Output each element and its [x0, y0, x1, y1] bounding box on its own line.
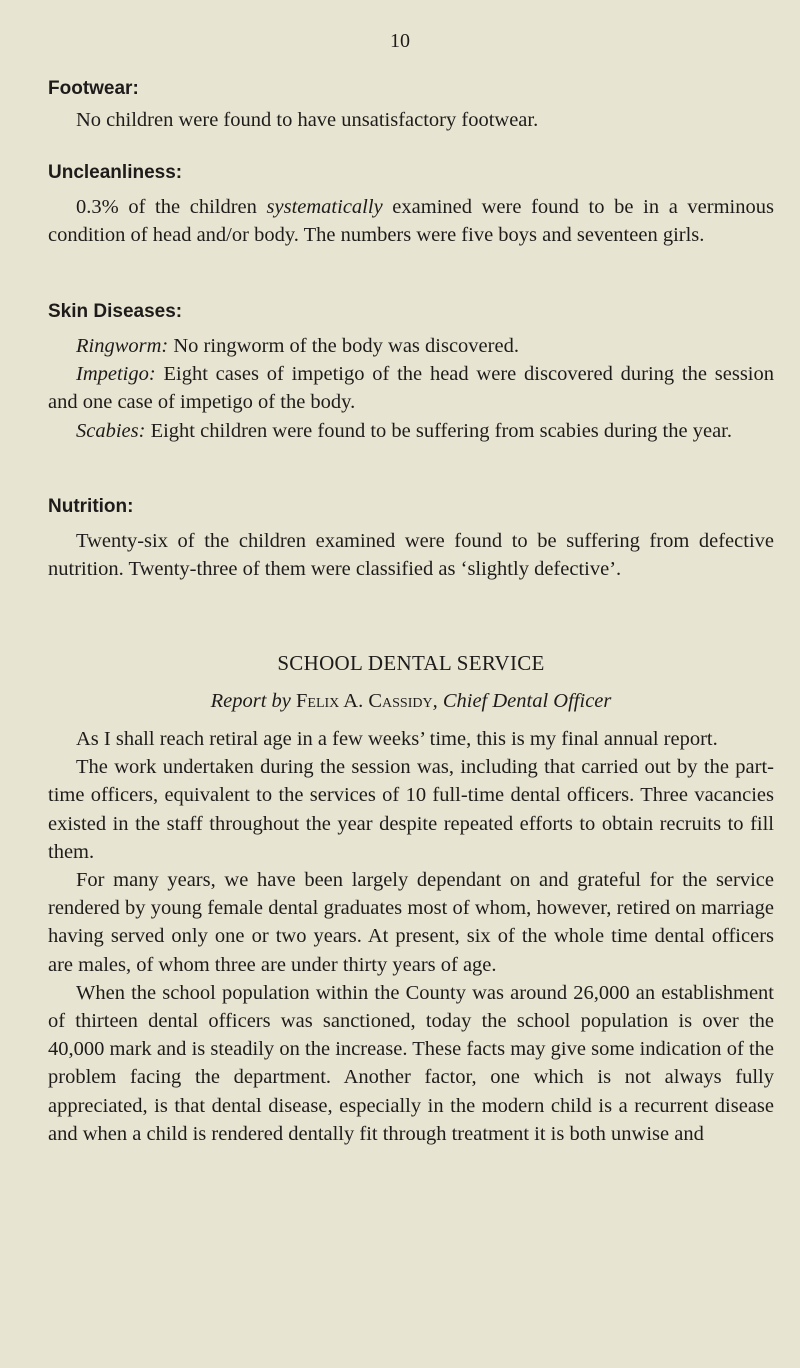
footwear-text: No children were found to have unsatisfactory footwear. [76, 109, 539, 131]
skin-diseases-section [48, 298, 774, 445]
page-number: 10 [390, 30, 410, 52]
footwear-heading: Footwear: [48, 78, 139, 99]
dental-service-title: SCHOOL DENTAL SERVICE [277, 651, 545, 675]
skin-diseases-heading: Skin Diseases: [48, 301, 183, 322]
uncleanliness-text: 0.3% of the children systematically examined were found to be in a verminous condition of head and/or body. The numbers were five boys and seventeen girls. [48, 196, 774, 247]
dental-paragraph: As I shall reach retiral age in a few weeks’ time, this is my final annual report. [76, 728, 718, 750]
uncleanliness-heading: Uncleanliness: [48, 162, 183, 183]
report-byline: Report by Felix A. Cassidy, Chief Dental Officer [210, 690, 612, 712]
nutrition-text: Twenty-six of the children examined were found to be suffering from defective nutrition. Twenty-three of them were classified as ‘slightly defective’. [48, 530, 774, 581]
author-name: Felix A. Cassidy [296, 690, 433, 712]
nutrition-heading: Nutrition: [48, 496, 134, 517]
uncleanliness-section [48, 159, 774, 249]
footwear-section [48, 75, 774, 134]
emphasis-systematically: systematically [266, 196, 383, 218]
nutrition-section [48, 493, 774, 583]
scabies-text: Scabies: Eight children were found to be suffering from scabies during the year. [76, 419, 732, 442]
dental-paragraph: The work undertaken during the session was, including that carried out by the part-time officers, equivalent to the services of 10 full-time dental officers. Three vacancies existed in the staff throughout the year despite repeated efforts to obtain recruits to fill them. [48, 756, 774, 863]
dental-section [48, 651, 774, 1148]
dental-paragraph: For many years, we have been largely dependant on and grateful for the service rendered by young female dental graduates most of whom, however, retired on marriage having served only one or two years. At present, six of the whole time dental officers are males, of whom three are under thirty years of age. [48, 869, 774, 976]
ringworm-text: Ringworm: No ringworm of the body was discovered. [76, 335, 519, 357]
impetigo-text: Impetigo: Eight cases of impetigo of the head were discovered during the session and one case of impetigo of the body. [48, 363, 774, 414]
dental-paragraph: When the school population within the County was around 26,000 an establishment of thirteen dental officers was sanctioned, today the school population is over the 40,000 mark and is steadily on the increase. These facts may give some indication of the problem facing the department. Another factor, one which is not always fully appreciated, is that dental disease, especially in the modern child is a recurrent disease and when a child is rendered dentally fit through treatment it is both unwise and [48, 981, 774, 1145]
